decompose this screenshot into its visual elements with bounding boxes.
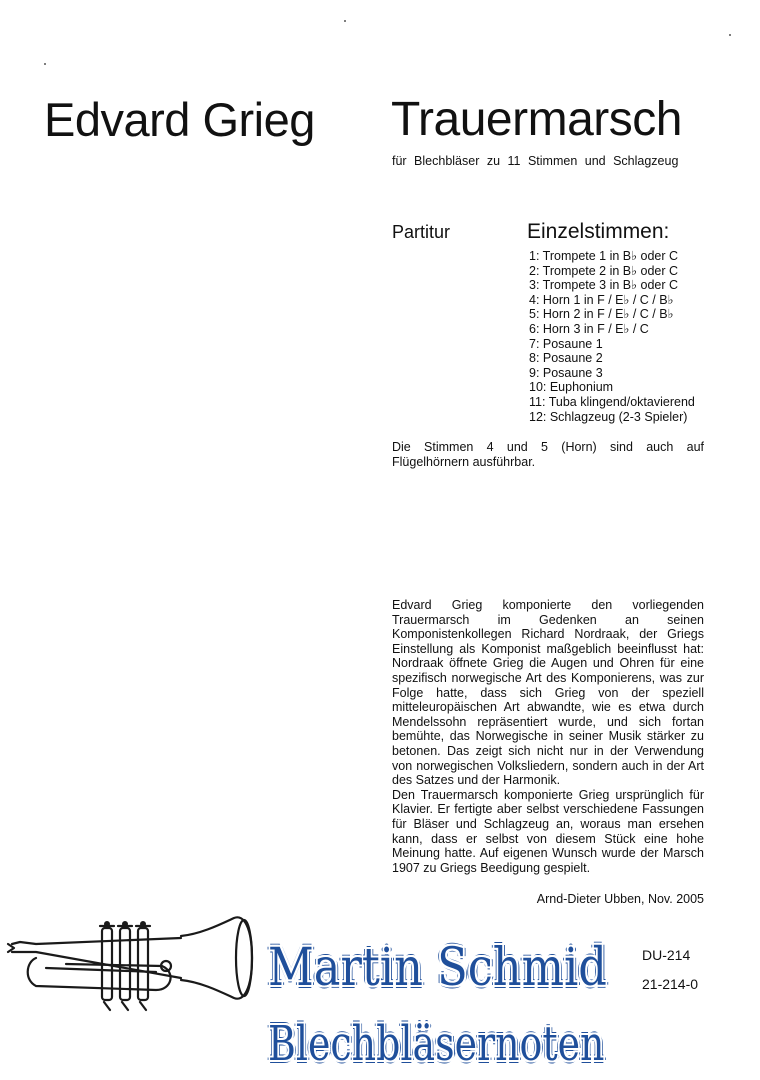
scan-speck <box>344 20 346 22</box>
part-item: 11: Tuba klingend/oktavierend <box>529 394 695 409</box>
description <box>392 598 704 875</box>
scan-speck <box>729 34 731 36</box>
brand-tagline: Blechbläsernoten <box>268 1016 605 1072</box>
catalog-isbn: 21-214-0 <box>642 976 699 992</box>
part-item: 6: Horn 3 in F / E♭ / C <box>529 321 649 336</box>
catalog-number: DU-214 <box>642 947 691 963</box>
part-item: 8: Posaune 2 <box>529 351 603 366</box>
signature: Arnd-Dieter Ubben, Nov. 2005 <box>536 892 704 906</box>
part-item: 7: Posaune 1 <box>529 336 603 351</box>
brand-name: Martin Schmid <box>268 938 607 998</box>
horn-note: Die Stimmen 4 und 5 (Horn) sind auch auf Flügelhörnern ausführbar. <box>392 440 704 469</box>
part-item: 4: Horn 1 in F / E♭ / C / B♭ <box>529 292 674 307</box>
description-paragraph: Den Trauermarsch komponierte Grieg ursprünglich für Klavier. Er fertigte aber selbst verschiedene Fassungen für Bläser und Schlagzeug an, woraus man ersehen kann, dass er selbst von diesem Stück eine hohe Meinung hatte. Auf eigenen Wunsch wurde der Marsch 1907 zu Griegs Beedigung gespielt. <box>392 787 704 875</box>
score-label: Partitur <box>392 222 451 242</box>
parts-heading: Einzelstimmen: <box>527 220 670 243</box>
part-item: 2: Trompete 2 in B♭ oder C <box>529 263 679 278</box>
part-item: 12: Schlagzeug (2-3 Spieler) <box>529 409 688 424</box>
part-item: 9: Posaune 3 <box>529 365 603 380</box>
parts-list <box>529 249 695 424</box>
part-item: 1: Trompete 1 in B♭ oder C <box>529 249 679 263</box>
scan-speck <box>44 63 46 65</box>
trumpet-icon <box>6 914 268 1024</box>
subtitle: für Blechbläser zu 11 Stimmen und Schlagzeug <box>392 154 679 168</box>
page-title: Trauermarsch <box>391 93 682 146</box>
part-item: 5: Horn 2 in F / E♭ / C / B♭ <box>529 307 674 322</box>
part-item: 10: Euphonium <box>529 380 614 395</box>
description-paragraph: Edvard Grieg komponierte den vorliegenden Trauermarsch im Gedenken an seinen Komponistenkollegen Richard Nordraak, der Griegs Einstellung als Komponist maßgeblich beeinflusst hat: Nordraak öffnete Grieg die Augen und Ohren für eine spezifisch norwegische Art des Komponierens, was zur Folge hatte, dass sich Grieg von der speziell mitteleuropäischen Art abwandte, wie es etwa durch Mendelssohn repräsentiert wurde, und sich fortan bemühte, das Norwegische in seiner Musik stärker zu betonen. Das zeigt sich nicht nur in der Verwendung von norwegischen Volksliedern, sondern auch in der Art des Satzes und der Harmonik. <box>392 598 704 788</box>
composer-name: Edvard Grieg <box>44 93 315 146</box>
part-item: 3: Trompete 3 in B♭ oder C <box>529 278 679 293</box>
